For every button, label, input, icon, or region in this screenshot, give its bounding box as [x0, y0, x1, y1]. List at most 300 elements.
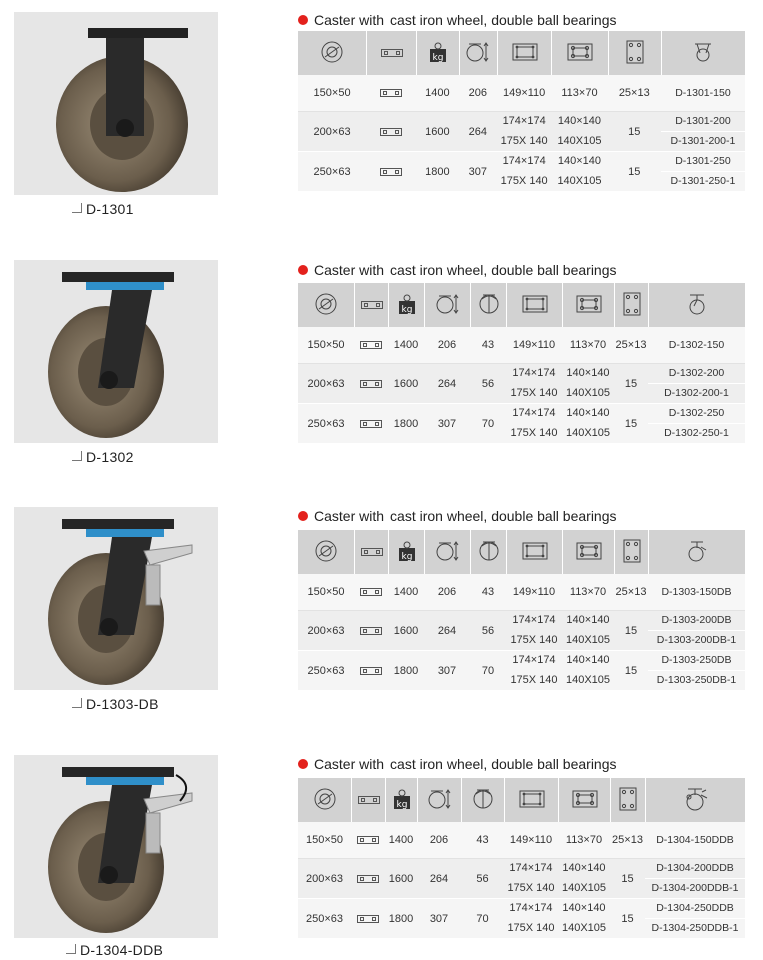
cell-value: 140X105: [557, 134, 602, 147]
width-cell: [351, 899, 385, 938]
cell-value: 174×174: [512, 367, 556, 380]
spec-table: [298, 283, 745, 443]
holes-cell: [562, 611, 614, 651]
cell-value: D-1301-250: [661, 152, 745, 172]
cell-value: 175X 140: [510, 386, 558, 399]
corner-mark-icon: [66, 944, 76, 954]
cell-value: 140X105: [557, 174, 602, 187]
bolt-cell: 15: [614, 611, 648, 651]
product-d1304-ddb: [0, 755, 763, 960]
svg-text:kg: kg: [401, 304, 412, 315]
header-cell: [416, 31, 459, 75]
bolt-size-icon: [626, 40, 644, 67]
code-cell: [645, 899, 745, 938]
product-d1302: [0, 260, 763, 480]
swivel-cell: 70: [470, 651, 506, 690]
bullet-icon: [298, 15, 308, 25]
brake-caster-icon: [685, 539, 709, 566]
table-row: [298, 75, 745, 112]
cell-value: 149×110: [512, 339, 556, 351]
swivel-cell: 56: [470, 364, 506, 404]
bolt-size-icon: [619, 787, 637, 814]
model-label: D-1304-DDB: [66, 942, 163, 958]
spec-table: [298, 778, 745, 938]
load-kg-icon: [395, 539, 419, 566]
cell-value: D-1302-200: [648, 364, 745, 384]
width-cell: [354, 574, 388, 611]
wheel-size-cell: 150×50: [298, 327, 354, 364]
cell-value: 149×110: [502, 87, 546, 99]
wheel-width-icon: [360, 420, 382, 428]
rigid-caster-icon: [692, 41, 714, 66]
wheel-width-icon: [360, 380, 382, 388]
spec-header-row: [298, 283, 745, 327]
table-row: [298, 152, 745, 191]
cell-value: 175X 140: [507, 921, 555, 934]
header-cell: [614, 530, 648, 574]
plate-cell: [506, 611, 562, 651]
load-cell: 1600: [416, 112, 459, 152]
header-cell: [388, 530, 424, 574]
code-cell: [661, 112, 745, 152]
product-photo: [14, 260, 218, 443]
holes-cell: [558, 899, 610, 938]
header-cell: [551, 31, 607, 75]
wheel-size-cell: 200×63: [298, 859, 351, 899]
cell-value: 174×174: [512, 654, 556, 667]
top-plate-icon: [512, 43, 538, 64]
header-cell: [459, 31, 497, 75]
code-cell: [645, 859, 745, 899]
header-cell: [385, 778, 417, 822]
top-plate: [62, 767, 174, 777]
cell-value: 174×174: [512, 614, 556, 627]
header-cell: [354, 283, 388, 327]
cell-value: 175X 140: [510, 426, 558, 439]
wheel-width-icon: [357, 875, 379, 883]
cell-value: 113×70: [569, 339, 607, 351]
header-cell: [354, 530, 388, 574]
cell-value: D-1304-200DDB: [645, 859, 745, 879]
width-cell: [354, 364, 388, 404]
header-cell: [351, 778, 385, 822]
height-cell: 307: [417, 899, 461, 938]
header-cell: [506, 283, 562, 327]
wheel-width-icon: [360, 588, 382, 596]
header-cell: [562, 283, 614, 327]
product-title: Caster with cast iron wheel, double ball bearings: [298, 262, 617, 278]
cell-value: D-1304-150DDB: [656, 834, 734, 846]
load-cell: 1800: [388, 651, 424, 690]
product-photo: [14, 755, 218, 938]
swivel-cell: 56: [470, 611, 506, 651]
cell-value: D-1304-200DDB-1: [651, 882, 739, 894]
wheel-size-icon: [314, 292, 338, 319]
bolt-size-icon: [623, 539, 641, 566]
dual-brake-caster-icon: [682, 786, 710, 815]
table-row: [298, 574, 745, 611]
wheel-size-cell: 200×63: [298, 364, 354, 404]
header-cell: [366, 31, 416, 75]
cell-value: D-1302-200-1: [664, 387, 729, 399]
cell-value: 140×140: [557, 115, 602, 128]
corner-mark-icon: [72, 203, 82, 213]
code-cell: [645, 822, 745, 859]
header-cell: [558, 778, 610, 822]
swivel-caster-icon: [686, 292, 708, 319]
cell-value: 140×140: [566, 367, 610, 380]
wheel-size-cell: 250×63: [298, 152, 366, 191]
load-cell: 1600: [388, 364, 424, 404]
swivel-radius-icon: [471, 787, 495, 814]
cell-value: 140X105: [565, 426, 611, 439]
code-cell: [648, 404, 745, 443]
table-row: [298, 822, 745, 859]
plate-cell: [497, 152, 551, 191]
height-icon: [435, 538, 461, 567]
cell-value: 140×140: [566, 407, 610, 420]
model-label: D-1302: [72, 449, 134, 465]
top-plate: [62, 519, 174, 529]
spec-header-row: [298, 530, 745, 574]
cell-value: 175X 140: [510, 673, 558, 686]
cell-value: 140X105: [565, 386, 611, 399]
spec-header-row: [298, 778, 745, 822]
cell-value: D-1301-250-1: [670, 175, 736, 187]
wheel-width-icon: [380, 89, 402, 97]
spec-header-row: [298, 31, 745, 75]
plate-cell: [504, 859, 558, 899]
header-cell: [648, 530, 745, 574]
brake-lever: [144, 545, 192, 565]
code-cell: [648, 364, 745, 404]
width-cell: [354, 611, 388, 651]
height-cell: 264: [417, 859, 461, 899]
swivel-cell: 43: [470, 327, 506, 364]
cell-value: D-1301-200-1: [670, 135, 736, 147]
bolt-hole-icon: [567, 43, 593, 64]
wheel-width-icon: [361, 546, 383, 558]
height-cell: 264: [424, 364, 470, 404]
plate-cell: [497, 75, 551, 112]
wheel-width-icon: [357, 915, 379, 923]
cell-value: D-1303-200DB: [648, 611, 745, 631]
cell-value: D-1303-150DB: [661, 586, 732, 598]
plate-cell: [506, 404, 562, 443]
corner-mark-icon: [72, 698, 82, 708]
cell-value: 140×140: [562, 862, 606, 875]
header-cell: [506, 530, 562, 574]
svg-text:kg: kg: [396, 799, 407, 810]
height-cell: 264: [424, 611, 470, 651]
cell-value: D-1303-200DB-1: [656, 634, 737, 646]
height-cell: 264: [459, 112, 497, 152]
holes-cell: [562, 364, 614, 404]
cell-value: 149×110: [512, 586, 556, 598]
cell-value: 149×110: [509, 834, 553, 846]
header-cell: [298, 778, 351, 822]
code-cell: [648, 574, 745, 611]
holes-cell: [551, 75, 607, 112]
wheel-width-icon: [360, 341, 382, 349]
cell-value: 174×174: [512, 407, 556, 420]
cell-value: 174×174: [502, 155, 546, 168]
plate-cell: [506, 327, 562, 364]
width-cell: [366, 112, 416, 152]
load-cell: 1800: [388, 404, 424, 443]
width-cell: [354, 327, 388, 364]
cell-value: 175X 140: [507, 881, 555, 894]
wheel-size-cell: 150×50: [298, 75, 366, 112]
svg-text:kg: kg: [401, 551, 412, 562]
holes-cell: [558, 822, 610, 859]
bolt-cell: 15: [614, 364, 648, 404]
load-cell: 1800: [385, 899, 417, 938]
bolt-cell: 15: [608, 112, 661, 152]
swivel-cell: 56: [461, 859, 504, 899]
bearing-ring: [86, 529, 164, 537]
cell-value: 140×140: [557, 155, 602, 168]
holes-cell: [551, 152, 607, 191]
bolt-cell: 15: [614, 404, 648, 443]
bearing-ring: [86, 777, 164, 785]
load-cell: 1400: [388, 574, 424, 611]
code-cell: [661, 75, 745, 112]
product-d1301: [0, 12, 763, 232]
cell-value: 175X 140: [510, 633, 558, 646]
header-cell: [461, 778, 504, 822]
wheel-width-icon: [380, 128, 402, 136]
header-cell: [424, 530, 470, 574]
cell-value: 113×70: [569, 586, 607, 598]
plate-cell: [504, 899, 558, 938]
table-row: [298, 651, 745, 690]
wheel-size-cell: 250×63: [298, 651, 354, 690]
plate-cell: [506, 364, 562, 404]
load-cell: 1400: [416, 75, 459, 112]
table-row: [298, 112, 745, 152]
holes-cell: [562, 327, 614, 364]
header-cell: [562, 530, 614, 574]
table-row: [298, 899, 745, 938]
plate-cell: [497, 112, 551, 152]
top-plate-icon: [522, 295, 548, 316]
product-photo: [14, 12, 218, 195]
cell-value: 140×140: [566, 654, 610, 667]
bolt-cell: 25×13: [608, 75, 661, 112]
holes-cell: [562, 574, 614, 611]
bolt-cell: 25×13: [610, 822, 645, 859]
load-kg-icon: [390, 787, 414, 814]
holes-cell: [562, 651, 614, 690]
height-cell: 206: [459, 75, 497, 112]
swivel-cell: 70: [470, 404, 506, 443]
height-cell: 307: [459, 152, 497, 191]
wheel-size-cell: 250×63: [298, 404, 354, 443]
header-cell: [648, 283, 745, 327]
product-photo: [14, 507, 218, 690]
top-plate: [88, 28, 188, 38]
cell-value: D-1303-250DB-1: [656, 674, 737, 686]
load-cell: 1600: [388, 611, 424, 651]
spec-table: [298, 530, 745, 690]
cell-value: 140×140: [562, 902, 606, 915]
bolt-cell: 15: [610, 859, 645, 899]
height-icon: [427, 786, 453, 815]
cell-value: 174×174: [502, 115, 546, 128]
cell-value: 174×174: [509, 902, 553, 915]
product-title: Caster with cast iron wheel, double ball bearings: [298, 508, 617, 524]
bearing-ring: [86, 282, 164, 290]
header-cell: [614, 283, 648, 327]
wheel-width-icon: [381, 47, 403, 59]
code-cell: [648, 651, 745, 690]
wheel-size-icon: [313, 787, 337, 814]
bolt-hole-icon: [572, 790, 598, 811]
svg-text:kg: kg: [432, 52, 444, 63]
holes-cell: [558, 859, 610, 899]
cell-value: D-1304-250DDB: [645, 899, 745, 919]
cell-value: D-1301-150: [675, 87, 731, 99]
bolt-cell: 15: [614, 651, 648, 690]
bullet-icon: [298, 511, 308, 521]
table-row: [298, 327, 745, 364]
plate-cell: [506, 574, 562, 611]
cell-value: D-1304-250DDB-1: [651, 922, 739, 934]
wheel-width-icon: [360, 627, 382, 635]
load-kg-icon: [426, 40, 450, 67]
swivel-cell: 43: [461, 822, 504, 859]
code-cell: [661, 152, 745, 191]
cell-value: 140X105: [561, 881, 607, 894]
wheel-size-cell: 250×63: [298, 899, 351, 938]
height-cell: 206: [424, 574, 470, 611]
table-row: [298, 364, 745, 404]
height-cell: 206: [417, 822, 461, 859]
code-cell: [648, 327, 745, 364]
width-cell: [366, 75, 416, 112]
height-cell: 307: [424, 404, 470, 443]
holes-cell: [562, 404, 614, 443]
wheel-width-icon: [358, 794, 380, 806]
wheel-size-cell: 200×63: [298, 112, 366, 152]
load-kg-icon: [395, 292, 419, 319]
header-cell: [645, 778, 745, 822]
header-cell: [470, 283, 506, 327]
cell-value: 140×140: [566, 614, 610, 627]
wheel-size-cell: 200×63: [298, 611, 354, 651]
header-cell: [497, 31, 551, 75]
height-icon: [465, 39, 491, 68]
spec-table: [298, 31, 745, 191]
table-row: [298, 611, 745, 651]
wheel-size-icon: [314, 539, 338, 566]
header-cell: [470, 530, 506, 574]
header-cell: [388, 283, 424, 327]
load-cell: 1600: [385, 859, 417, 899]
model-label: D-1303-DB: [72, 696, 159, 712]
cell-value: 113×70: [561, 87, 598, 99]
wheel-size-cell: 150×50: [298, 822, 351, 859]
height-cell: 206: [424, 327, 470, 364]
table-row: [298, 859, 745, 899]
model-label: D-1301: [72, 201, 134, 217]
width-cell: [354, 404, 388, 443]
header-cell: [608, 31, 661, 75]
width-cell: [351, 859, 385, 899]
cell-value: 175X 140: [500, 174, 548, 187]
swivel-cell: 70: [461, 899, 504, 938]
bolt-cell: 15: [610, 899, 645, 938]
plate-cell: [506, 651, 562, 690]
cell-value: 140X105: [565, 673, 611, 686]
header-cell: [504, 778, 558, 822]
swivel-radius-icon: [477, 292, 501, 319]
product-d1303-db: [0, 507, 763, 727]
bolt-hole-icon: [576, 295, 602, 316]
top-plate-icon: [522, 542, 548, 563]
load-cell: 1400: [388, 327, 424, 364]
header-cell: [661, 31, 745, 75]
cell-value: D-1302-250: [648, 404, 745, 424]
cell-value: 140X105: [565, 633, 611, 646]
height-cell: 307: [424, 651, 470, 690]
cell-value: D-1302-250-1: [664, 427, 729, 439]
load-cell: 1400: [385, 822, 417, 859]
corner-mark-icon: [72, 451, 82, 461]
header-cell: [298, 530, 354, 574]
cell-value: D-1301-200: [661, 112, 745, 132]
load-cell: 1800: [416, 152, 459, 191]
bullet-icon: [298, 759, 308, 769]
bullet-icon: [298, 265, 308, 275]
code-cell: [648, 611, 745, 651]
width-cell: [351, 822, 385, 859]
cell-value: 113×70: [565, 834, 603, 846]
cell-value: D-1302-150: [668, 339, 725, 351]
swivel-radius-icon: [477, 539, 501, 566]
table-row: [298, 404, 745, 443]
cell-value: D-1303-250DB: [648, 651, 745, 671]
header-cell: [417, 778, 461, 822]
bolt-size-icon: [623, 292, 641, 319]
wheel-width-icon: [380, 168, 402, 176]
wheel-size-icon: [320, 40, 344, 67]
width-cell: [354, 651, 388, 690]
wheel-width-icon: [357, 836, 379, 844]
width-cell: [366, 152, 416, 191]
top-plate-icon: [519, 790, 545, 811]
product-title: Caster with cast iron wheel, double ball bearings: [298, 12, 617, 28]
bolt-cell: 25×13: [614, 574, 648, 611]
cell-value: 174×174: [509, 862, 553, 875]
bolt-cell: 25×13: [614, 327, 648, 364]
plate-cell: [504, 822, 558, 859]
top-plate: [62, 272, 174, 282]
wheel-width-icon: [360, 667, 382, 675]
cell-value: 175X 140: [500, 134, 548, 147]
header-cell: [424, 283, 470, 327]
cell-value: 140X105: [561, 921, 607, 934]
header-cell: [298, 31, 366, 75]
holes-cell: [551, 112, 607, 152]
bolt-cell: 15: [608, 152, 661, 191]
header-cell: [298, 283, 354, 327]
product-title: Caster with cast iron wheel, double ball bearings: [298, 756, 617, 772]
wheel-width-icon: [361, 299, 383, 311]
height-icon: [435, 291, 461, 320]
bolt-hole-icon: [576, 542, 602, 563]
